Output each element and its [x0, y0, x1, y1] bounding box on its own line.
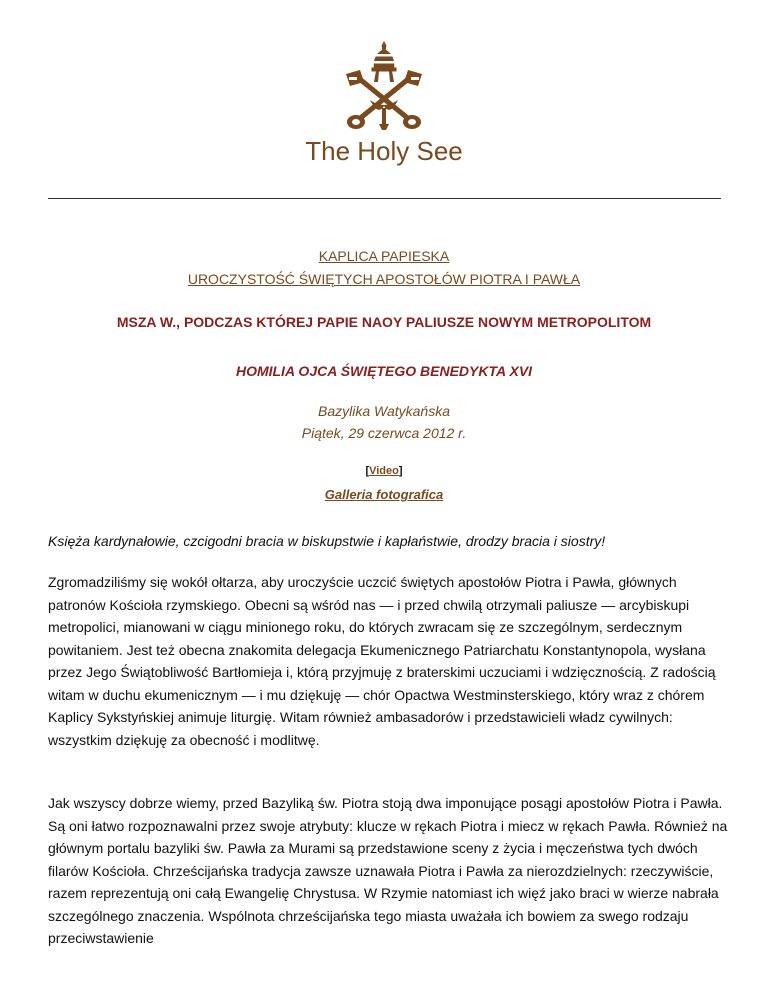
paragraph-1 [48, 571, 728, 751]
greeting: Księża kardynałowie, czcigodni bracia w biskupstwie i kapłaństwie, drodzy bracia i siostry! [48, 533, 606, 549]
site-title: The Holy See [305, 136, 463, 166]
gallery-link[interactable]: Galleria fotografica [324, 487, 444, 502]
video-bracket-close: ] [398, 465, 403, 477]
video-bracket-open: [ [365, 465, 370, 477]
paragraph-text: Jak wszyscy dobrze wiemy, przed Bazyliką św. Piotra stoją dwa imponujące posągi apostołów Piotra i Pawła. Są oni łatwo rozpoznawalni przez swoje atrybuty: klucze w rękach Piotra i miecz w rękach Pawła. Również na głównym portalu bazyliki św. Pawła za Murami są przedstawione sceny z życia i męczeństwa tych dwóch filarów Kościoła. Chrześcijańska tradycja zawsze uznawała Piotra i Pawła za nierozdzielnych: rzeczywiście, razem reprezentują oni całą Ewangelię Chrystusa. W Rzymie natomiast ich więź jako braci w wierze nabrała szczególnego znaczenia. Wspólnota chrześcijańska tego miasta uważała ich bowiem za swego rodzaju przeciwstawienie [48, 795, 728, 946]
papal-keys-tiara-emblem [334, 40, 434, 132]
solemnity-link[interactable]: UROCZYSTOŚĆ ŚWIĘTYCH APOSTOŁÓW PIOTRA I PAWŁA [187, 271, 581, 287]
date: Piątek, 29 czerwca 2012 r. [301, 425, 467, 441]
gallery-line [0, 487, 768, 502]
title-divider [48, 198, 721, 199]
paragraph-text: Zgromadziliśmy się wokół ołtarza, aby uroczyście uczcić świętych apostołów Piotra i Pawła, głównych patronów Kościoła rzymskiego. Obecni są wśród nas — i przed chwilą otrzymali paliusze — arcybiskupi metropolici, mianowani w ciągu minionego roku, do których zwracam się ze szczególnym, serdecznym powitaniem. Jest też obecna znakomita delegacja Ekumenicznego Patriarchatu Konstantynopola, wysłana przez Jego Świątobliwość Bartłomieja i, którą przyjmuję z braterskimi uczuciami i wdzięcznością. Z radością witam w duchu ekumenicznym — i mu dziękuję — chór Opactwa Westminsterskiego, który wraz z chórem Kaplicy Sykstyńskiej animuje liturgię. Witam również ambasadorów i przedstawicieli władz cywilnych: wszystkim dziękuję za obecność i modlitwę. [48, 574, 716, 748]
header-line-1 [0, 248, 768, 266]
chapel-link[interactable]: KAPLICA PAPIESKA [318, 248, 450, 264]
mass-title: MSZA W., PODCZAS KTÓREJ PAPIE NAOY PALIUSZE NOWYM METROPOLITOM [116, 314, 652, 330]
video-link[interactable]: Video [369, 465, 399, 477]
homily-title: HOMILIA OJCA ŚWIĘTEGO BENEDYKTA XVI [235, 363, 533, 379]
video-line [0, 465, 768, 477]
place: Bazylika Watykańska [317, 403, 450, 419]
paragraph-2 [48, 792, 728, 950]
header-line-2 [0, 271, 768, 289]
